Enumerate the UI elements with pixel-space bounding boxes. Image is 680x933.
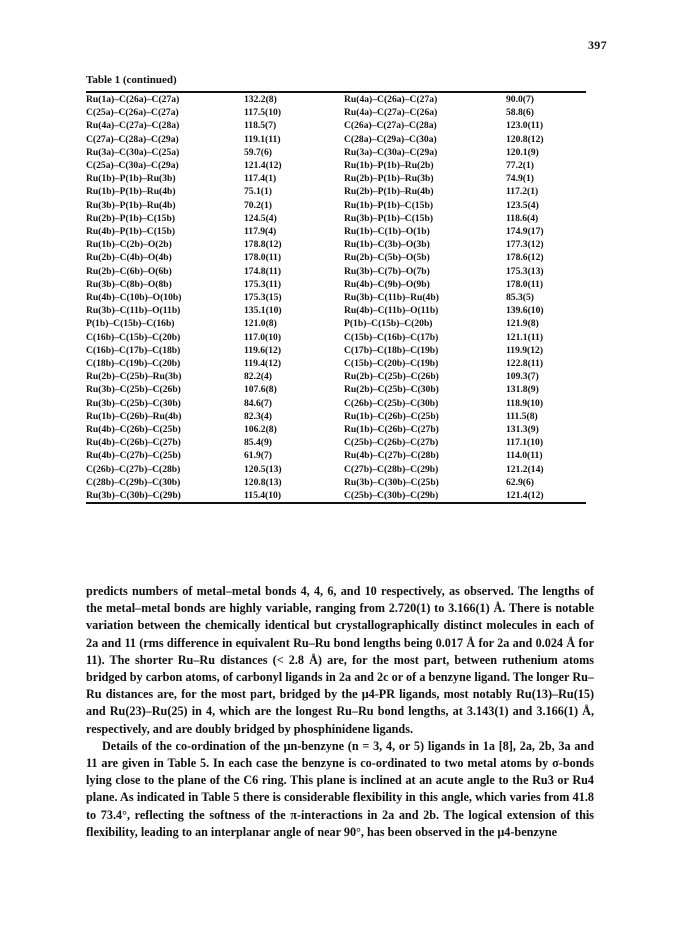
angle-value-left: 117.0(10) <box>244 331 282 343</box>
data-table <box>86 91 586 504</box>
bond-atoms-left: Ru(4a)–C(27a)–C(28a) <box>86 120 180 132</box>
bond-atoms-left: Ru(2b)–C(25b)–Ru(3b) <box>86 371 182 383</box>
angle-value-left: 85.4(9) <box>244 437 272 449</box>
table-row <box>86 238 586 251</box>
angle-value-left: 70.2(1) <box>244 199 272 211</box>
table-row <box>86 185 586 198</box>
angle-value-right: 139.6(10) <box>506 305 544 317</box>
angle-value-left: 120.8(13) <box>244 476 282 488</box>
angle-value-right: 74.9(1) <box>506 173 534 185</box>
angle-value-left: 119.4(12) <box>244 358 282 370</box>
angle-value-left: 107.6(8) <box>244 384 277 396</box>
bond-atoms-left: Ru(2b)–P(1b)–C(15b) <box>86 212 176 224</box>
angle-value-right: 177.3(12) <box>506 239 544 251</box>
bond-atoms-right: C(27b)–C(28b)–C(29b) <box>344 463 439 475</box>
angle-value-right: 121.1(11) <box>506 331 544 343</box>
page-number: 397 <box>588 38 607 52</box>
bond-atoms-left: Ru(1b)–P(1b)–Ru(4b) <box>86 186 176 198</box>
bond-atoms-left: Ru(4b)–C(10b)–O(10b) <box>86 292 182 304</box>
angle-value-left: 175.3(11) <box>244 278 282 290</box>
angle-value-right: 62.9(6) <box>506 476 534 488</box>
angle-value-right: 114.0(11) <box>506 450 543 462</box>
bond-atoms-right: P(1b)–C(15b)–C(20b) <box>344 318 433 330</box>
table-row <box>86 449 586 462</box>
bond-atoms-right: Ru(4b)–C(11b)–O(11b) <box>344 305 439 317</box>
bond-atoms-left: Ru(3a)–C(30a)–C(25a) <box>86 146 180 158</box>
bond-atoms-right: Ru(1b)–C(1b)–O(1b) <box>344 226 430 238</box>
angle-value-right: 119.9(12) <box>506 344 544 356</box>
bond-atoms-left: C(26b)–C(27b)–C(28b) <box>86 463 181 475</box>
angle-value-left: 106.2(8) <box>244 424 277 436</box>
bond-atoms-left: Ru(3b)–C(11b)–O(11b) <box>86 305 181 317</box>
table-row <box>86 119 586 132</box>
angle-value-left: 82.3(4) <box>244 410 272 422</box>
table-row <box>86 225 586 238</box>
bond-atoms-left: Ru(4b)–C(27b)–C(25b) <box>86 450 181 462</box>
body-text <box>86 583 594 841</box>
angle-value-left: 121.4(12) <box>244 160 282 172</box>
bond-atoms-right: Ru(1b)–C(26b)–C(27b) <box>344 424 439 436</box>
table-row <box>86 397 586 410</box>
bond-atoms-left: Ru(3b)–C(25b)–C(30b) <box>86 397 181 409</box>
table-row <box>86 344 586 357</box>
table-row <box>86 304 586 317</box>
bond-atoms-right: Ru(2b)–C(5b)–O(5b) <box>344 252 430 264</box>
angle-value-left: 120.5(13) <box>244 463 282 475</box>
bond-atoms-left: Ru(3b)–C(30b)–C(29b) <box>86 489 244 503</box>
table-row <box>86 265 586 278</box>
bond-atoms-right: C(26b)–C(25b)–C(30b) <box>344 397 439 409</box>
angle-value-left: 115.4(10) <box>244 489 344 503</box>
angle-value-left: 178.0(11) <box>244 252 282 264</box>
angle-value-right: 121.4(12) <box>506 489 586 503</box>
angle-value-left: 135.1(10) <box>244 305 282 317</box>
table-row <box>86 106 586 119</box>
bond-atoms-right: C(15b)–C(20b)–C(19b) <box>344 358 439 370</box>
angle-value-left: 75.1(1) <box>244 186 272 198</box>
table-row <box>86 463 586 476</box>
table-row <box>86 159 586 172</box>
angle-value-left: 119.1(11) <box>244 133 281 145</box>
table-row <box>86 476 586 489</box>
bond-atoms-left: Ru(3b)–C(25b)–C(26b) <box>86 384 181 396</box>
angle-value-right: 85.3(5) <box>506 292 534 304</box>
bond-atoms-right: Ru(3a)–C(30a)–C(29a) <box>344 146 438 158</box>
bond-atoms-right: Ru(3b)–C(30b)–C(25b) <box>344 476 439 488</box>
angle-value-right: 118.6(4) <box>506 212 539 224</box>
table-row <box>86 278 586 291</box>
bond-atoms-right: Ru(4a)–C(27a)–C(26a) <box>344 107 438 119</box>
table-row <box>86 93 586 106</box>
angle-value-right: 178.6(12) <box>506 252 544 264</box>
bond-atoms-left: C(18b)–C(19b)–C(20b) <box>86 358 181 370</box>
table-row <box>86 172 586 185</box>
bond-atoms-left: P(1b)–C(15b)–C(16b) <box>86 318 175 330</box>
bond-atoms-left: Ru(4b)–P(1b)–C(15b) <box>86 226 176 238</box>
bond-atoms-right: Ru(1b)–C(3b)–O(3b) <box>344 239 430 251</box>
bond-atoms-left: C(25a)–C(30a)–C(29a) <box>86 160 179 172</box>
bond-atoms-left: Ru(1a)–C(26a)–C(27a) <box>86 94 180 105</box>
angle-value-right: 122.8(11) <box>506 358 544 370</box>
angle-value-left: 132.2(8) <box>244 94 277 105</box>
bond-atoms-left: Ru(3b)–P(1b)–Ru(4b) <box>86 199 176 211</box>
angle-value-left: 59.7(6) <box>244 146 272 158</box>
angle-value-left: 119.6(12) <box>244 344 282 356</box>
table-row <box>86 199 586 212</box>
angle-value-right: 178.0(11) <box>506 278 544 290</box>
bond-atoms-right: C(17b)–C(18b)–C(19b) <box>344 344 439 356</box>
angle-value-right: 131.3(9) <box>506 424 539 436</box>
bond-atoms-right: Ru(4b)–C(9b)–O(9b) <box>344 278 430 290</box>
angle-value-right: 121.2(14) <box>506 463 544 475</box>
table-row <box>86 436 586 449</box>
table-row <box>86 357 586 370</box>
angle-value-right: 174.9(17) <box>506 226 544 238</box>
angle-value-right: 109.3(7) <box>506 371 539 383</box>
angle-value-left: 118.5(7) <box>244 120 277 132</box>
angle-value-left: 178.8(12) <box>244 239 282 251</box>
paragraph: predicts numbers of metal–metal bonds 4, 4, 6, and 10 respectively, as observed. The lengths of the metal–metal bonds are highly variable, ranging from 2.720(1) to 3.166(1) Å. There is notable variation between the chemically identical but crystallographically distinct molecules in each of 2a and 11 (rms difference in equivalent Ru–Ru bond lengths being 0.017 Å for 2a and 0.024 Å for 11). The shorter Ru–Ru distances (< 2.8 Å) are, for the most part, between ruthenium atoms bridged by carbon atoms, of carbonyl ligands in 2a and 2c or of a benzyne ligand. The longer Ru–Ru distances are, for the most part, bridged by the μ4-PR ligands, most notably Ru(13)–Ru(15) and Ru(23)–Ru(25) in 4, which are the longest Ru–Ru bond lengths, at 3.143(1) and 3.166(1) Å, respectively, and are doubly bridged by phosphinidene ligands. <box>86 584 594 736</box>
table-row <box>86 251 586 264</box>
bond-atoms-right: C(15b)–C(16b)–C(17b) <box>344 331 439 343</box>
bond-atoms-right: C(25b)–C(30b)–C(29b) <box>344 489 506 503</box>
bond-angle-table <box>86 91 586 504</box>
angle-value-right: 111.5(8) <box>506 410 538 422</box>
angle-value-left: 61.9(7) <box>244 450 272 462</box>
bond-atoms-right: Ru(1b)–C(26b)–C(25b) <box>344 410 439 422</box>
bond-atoms-right: Ru(3b)–P(1b)–C(15b) <box>344 212 434 224</box>
bond-atoms-left: C(25a)–C(26a)–C(27a) <box>86 107 179 119</box>
angle-value-right: 120.8(12) <box>506 133 544 145</box>
angle-value-right: 121.9(8) <box>506 318 539 330</box>
table-row <box>86 383 586 396</box>
bond-atoms-right: Ru(2b)–C(25b)–C(30b) <box>344 384 439 396</box>
angle-value-left: 174.8(11) <box>244 265 282 277</box>
bond-atoms-left: Ru(1b)–C(2b)–O(2b) <box>86 239 172 251</box>
bond-atoms-right: Ru(2b)–C(25b)–C(26b) <box>344 371 439 383</box>
angle-value-right: 77.2(1) <box>506 160 534 172</box>
bond-atoms-left: Ru(4b)–C(26b)–C(25b) <box>86 424 181 436</box>
table-row <box>86 423 586 436</box>
table-row <box>86 331 586 344</box>
table-row <box>86 146 586 159</box>
table-row <box>86 410 586 423</box>
angle-value-right: 118.9(10) <box>506 397 544 409</box>
table-row <box>86 317 586 330</box>
angle-value-right: 123.0(11) <box>506 120 544 132</box>
bond-atoms-right: C(25b)–C(26b)–C(27b) <box>344 437 439 449</box>
bond-atoms-left: Ru(4b)–C(26b)–C(27b) <box>86 437 181 449</box>
angle-value-right: 131.8(9) <box>506 384 539 396</box>
table-row <box>86 291 586 304</box>
angle-value-right: 120.1(9) <box>506 146 539 158</box>
bond-atoms-right: Ru(2b)–P(1b)–Ru(4b) <box>344 186 434 198</box>
angle-value-left: 175.3(15) <box>244 292 282 304</box>
table-caption: Table 1 (continued) <box>86 74 177 86</box>
bond-atoms-left: C(27a)–C(28a)–C(29a) <box>86 133 179 145</box>
bond-atoms-right: Ru(4a)–C(26a)–C(27a) <box>344 94 438 105</box>
angle-value-left: 117.9(4) <box>244 226 277 238</box>
angle-value-right: 117.1(10) <box>506 437 544 449</box>
bond-atoms-left: Ru(3b)–C(8b)–O(8b) <box>86 278 172 290</box>
bond-atoms-left: Ru(2b)–C(4b)–O(4b) <box>86 252 172 264</box>
bond-atoms-left: Ru(1b)–C(26b)–Ru(4b) <box>86 410 182 422</box>
paragraph: Details of the co-ordination of the μn-benzyne (n = 3, 4, or 5) ligands in 1a [8], 2a, 2b, 3a and 11 are given in Table 5. In each case the benzyne is co-ordinated to two metal atoms by σ-bonds lying close to the plane of the C6 ring. This plane is inclined at an acute angle to the Ru3 or Ru4 plane. As indicated in Table 5 there is considerable flexibility in this angle, which varies from 41.8 to 73.4°, reflecting the softness of the π-interactions in 2a and 2b. The logical extension of this flexibility, leading to an interplanar angle of near 90°, has been observed in the μ4-benzyne <box>86 738 594 839</box>
angle-value-left: 117.4(1) <box>244 173 277 185</box>
angle-value-left: 124.5(4) <box>244 212 277 224</box>
angle-value-right: 123.5(4) <box>506 199 539 211</box>
bond-atoms-right: Ru(3b)–C(7b)–O(7b) <box>344 265 430 277</box>
table-row <box>86 370 586 383</box>
angle-value-right: 117.2(1) <box>506 186 539 198</box>
bond-atoms-right: Ru(1b)–P(1b)–Ru(2b) <box>344 160 434 172</box>
bond-atoms-left: C(16b)–C(17b)–C(18b) <box>86 344 181 356</box>
bond-atoms-right: C(28a)–C(29a)–C(30a) <box>344 133 437 145</box>
table-row <box>86 133 586 146</box>
bond-atoms-right: Ru(4b)–C(27b)–C(28b) <box>344 450 439 462</box>
bond-atoms-left: Ru(2b)–C(6b)–O(6b) <box>86 265 172 277</box>
bond-atoms-left: C(16b)–C(15b)–C(20b) <box>86 331 181 343</box>
angle-value-left: 84.6(7) <box>244 397 272 409</box>
bond-atoms-right: Ru(2b)–P(1b)–Ru(3b) <box>344 173 434 185</box>
angle-value-right: 58.8(6) <box>506 107 534 119</box>
angle-value-left: 82.2(4) <box>244 371 272 383</box>
bond-atoms-right: Ru(1b)–P(1b)–C(15b) <box>344 199 434 211</box>
table-row <box>86 212 586 225</box>
table-row <box>86 489 586 503</box>
angle-value-left: 121.0(8) <box>244 318 277 330</box>
angle-value-right: 90.0(7) <box>506 94 534 105</box>
angle-value-right: 175.3(13) <box>506 265 544 277</box>
bond-atoms-left: C(28b)–C(29b)–C(30b) <box>86 476 181 488</box>
bond-atoms-right: Ru(3b)–C(11b)–Ru(4b) <box>344 292 439 304</box>
bond-atoms-right: C(26a)–C(27a)–C(28a) <box>344 120 437 132</box>
angle-value-left: 117.5(10) <box>244 107 282 119</box>
bond-atoms-left: Ru(1b)–P(1b)–Ru(3b) <box>86 173 176 185</box>
